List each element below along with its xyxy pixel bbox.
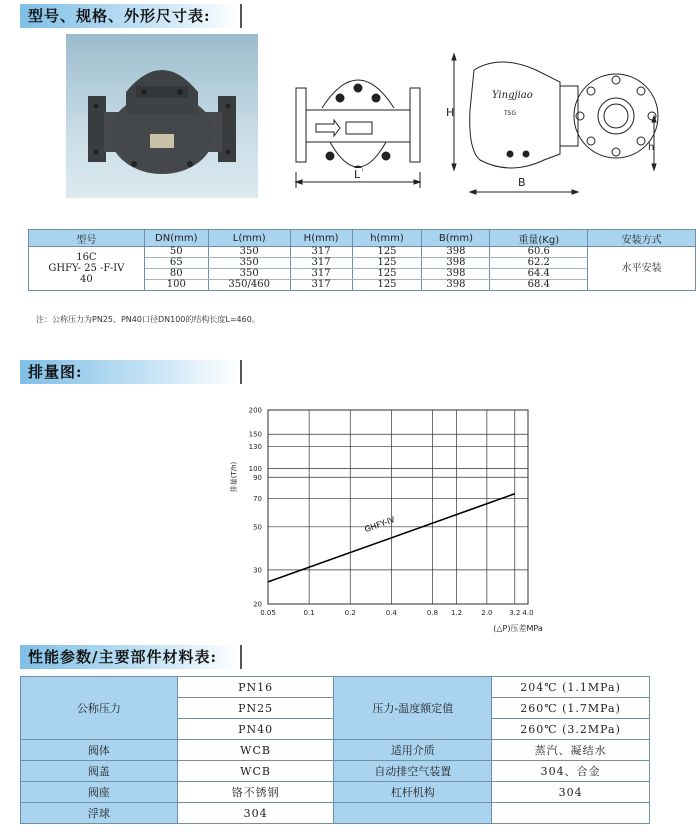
param-value: 304 (492, 782, 650, 803)
cell-l: 350 (208, 247, 290, 258)
part-label: 阀体 (21, 740, 178, 761)
cell-l: 350 (208, 258, 290, 269)
cell-h: 317 (290, 280, 352, 291)
cell-l: 350/460 (208, 280, 290, 291)
pressure-value: PN16 (177, 677, 334, 698)
pressure-value: PN25 (177, 698, 334, 719)
dim-l-label: L (354, 168, 361, 181)
cell-small-h: 125 (352, 280, 422, 291)
param-label: 杠杆机构 (334, 782, 492, 803)
y-axis-label: 排量(T/h) (230, 461, 238, 493)
spec-section-heading: 型号、规格、外形尺寸表: (20, 4, 242, 28)
table-row (21, 803, 650, 824)
cell-l: 350 (208, 269, 290, 280)
x-tick-label: 0.8 (426, 609, 439, 617)
table-row (21, 677, 650, 698)
table-row (21, 740, 650, 761)
product-photo (66, 34, 258, 198)
series-label: GHFY-IV (363, 514, 397, 535)
part-material: 铬不锈钢 (177, 782, 334, 803)
col-model: 型号 (29, 230, 145, 247)
dim-h-label: H (446, 106, 455, 119)
part-material: WCB (177, 761, 334, 782)
perf-table (20, 676, 650, 824)
y-tick-label: 70 (253, 494, 262, 503)
pressure-label: 公称压力 (21, 677, 178, 740)
x-tick-label: 1.2 (450, 609, 463, 617)
model-line: 16C (76, 252, 97, 263)
model-line: 40 (80, 274, 93, 285)
x-tick-label: 0.05 (260, 609, 276, 617)
install-cell: 水平安装 (588, 247, 696, 291)
part-label: 阀座 (21, 782, 178, 803)
col-weight: 重量(Kg) (490, 230, 588, 247)
y-tick-label: 130 (248, 442, 262, 451)
y-tick-label: 30 (253, 566, 262, 575)
nameplate-label: TSG (504, 110, 517, 117)
cell-b: 398 (422, 280, 490, 291)
plot-frame (268, 410, 528, 604)
cell-weight: 62.2 (490, 258, 588, 269)
cell-dn: 65 (144, 258, 208, 269)
brand-logo: Yingjiao (492, 90, 533, 101)
x-tick-label: 4.0 (522, 609, 534, 617)
cell-small-h: 125 (352, 247, 422, 258)
cell-weight: 68.4 (490, 280, 588, 291)
col-install: 安装方式 (588, 230, 696, 247)
x-tick-label: 0.2 (344, 609, 356, 617)
cell-b: 398 (422, 269, 490, 280)
cell-h: 317 (290, 269, 352, 280)
side-view-drawing (440, 50, 660, 200)
y-tick-label: 50 (253, 523, 262, 532)
flow-chart (220, 400, 550, 640)
cell-h: 317 (290, 247, 352, 258)
param-label (334, 803, 492, 824)
y-tick-label: 150 (248, 430, 262, 439)
temp-value: 204℃ (1.1MPa) (492, 677, 650, 698)
cell-small-h: 125 (352, 258, 422, 269)
pressure-value: PN40 (177, 719, 334, 740)
cell-small-h: 125 (352, 269, 422, 280)
dim-small-h-label: h (648, 142, 655, 153)
param-label: 自动排空气装置 (334, 761, 492, 782)
cell-dn: 80 (144, 269, 208, 280)
cell-h: 317 (290, 258, 352, 269)
part-label: 阀盖 (21, 761, 178, 782)
cell-b: 398 (422, 258, 490, 269)
y-tick-label: 200 (248, 406, 262, 415)
model-line: GHFY- 25 -F-IV (48, 263, 125, 274)
col-b: B(mm) (422, 230, 490, 247)
col-h: H(mm) (290, 230, 352, 247)
x-axis-label: (△P)压差MPa (493, 624, 543, 633)
temp-value: 260℃ (1.7MPa) (492, 698, 650, 719)
spec-table (28, 229, 696, 291)
table-row (21, 761, 650, 782)
x-tick-label: 0.4 (385, 609, 397, 617)
part-material: 304 (177, 803, 334, 824)
perf-section-heading: 性能参数/主要部件材料表: (20, 645, 242, 669)
spec-header-row (29, 230, 696, 247)
table-row (21, 782, 650, 803)
cell-weight: 64.4 (490, 269, 588, 280)
col-small-h: h(mm) (352, 230, 422, 247)
dim-b-label: B (518, 176, 526, 189)
param-value: 304、合金 (492, 761, 650, 782)
model-cell (29, 247, 145, 291)
col-dn: DN(mm) (144, 230, 208, 247)
x-tick-label: 3.2 (509, 609, 521, 617)
y-tick-label: 20 (253, 600, 262, 609)
y-tick-label: 90 (253, 473, 262, 482)
param-value: 蒸汽、凝结水 (492, 740, 650, 761)
x-tick-label: 0.1 (303, 609, 315, 617)
temp-value: 260℃ (3.2MPa) (492, 719, 650, 740)
part-material: WCB (177, 740, 334, 761)
cell-dn: 50 (144, 247, 208, 258)
cell-b: 398 (422, 247, 490, 258)
param-value (492, 803, 650, 824)
cell-weight: 60.6 (490, 247, 588, 258)
param-label: 适用介质 (334, 740, 492, 761)
flow-section-heading: 排量图: (20, 360, 242, 384)
temp-label: 压力-温度额定值 (334, 677, 492, 740)
part-label: 浮球 (21, 803, 178, 824)
spec-note: 注：公称压力为PN25、PN40口径DN100的结构长度L=460。 (36, 315, 260, 324)
y-tick-label: 100 (248, 464, 262, 473)
x-tick-label: 2.0 (481, 609, 493, 617)
table-row (29, 247, 696, 258)
front-view-drawing (290, 52, 430, 192)
col-l: L(mm) (208, 230, 290, 247)
cell-dn: 100 (144, 280, 208, 291)
